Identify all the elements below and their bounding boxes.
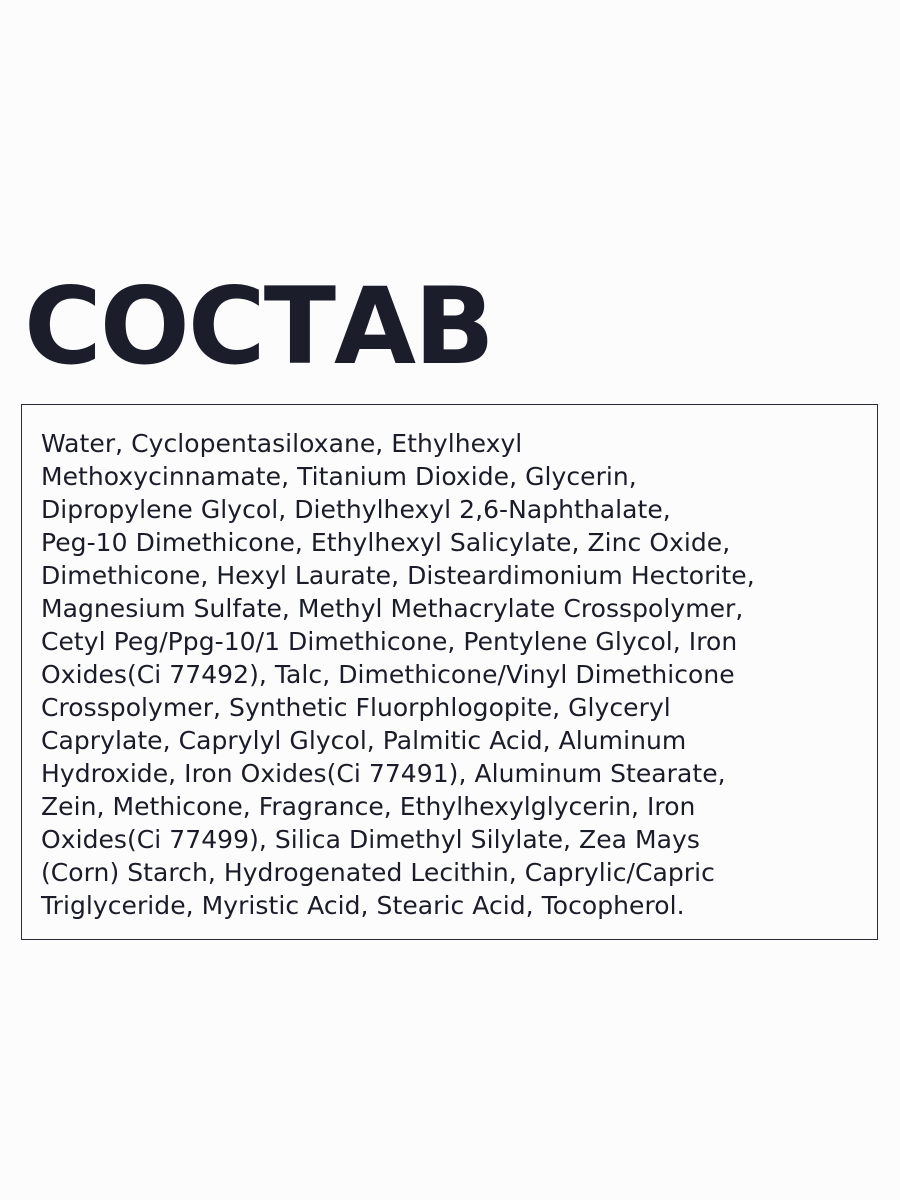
ingredients-line: Crosspolymer, Synthetic Fluorphlogopite, Glyceryl [41,693,671,722]
ingredients-line: Dimethicone, Hexyl Laurate, Disteardimonium Hectorite, [41,561,755,590]
ingredients-line: Cetyl Peg/Ppg-10/1 Dimethicone, Pentylene Glycol, Iron [41,627,738,656]
ingredients-box [21,404,878,940]
ingredients-line: Hydroxide, Iron Oxides(Ci 77491), Aluminum Stearate, [41,759,726,788]
ingredients-line: Oxides(Ci 77492), Talc, Dimethicone/Vinyl Dimethicone [41,660,735,689]
ingredients-line: Water, Cyclopentasiloxane, Ethylhexyl [41,429,523,458]
ingredients-line: (Corn) Starch, Hydrogenated Lecithin, Caprylic/Capric [41,858,715,887]
ingredients-text [41,427,867,922]
ingredients-line: Methoxycinnamate, Titanium Dioxide, Glycerin, [41,462,637,491]
ingredients-line: Oxides(Ci 77499), Silica Dimethyl Silylate, Zea Mays [41,825,700,854]
ingredients-line: Triglyceride, Myristic Acid, Stearic Acid, Tocopherol. [41,891,685,920]
ingredients-line: Peg-10 Dimethicone, Ethylhexyl Salicylate, Zinc Oxide, [41,528,731,557]
ingredients-line: Caprylate, Caprylyl Glycol, Palmitic Acid, Aluminum [41,726,687,755]
page-title: СОСТАВ [24,265,493,388]
ingredients-line: Magnesium Sulfate, Methyl Methacrylate Crosspolymer, [41,594,744,623]
ingredients-line: Dipropylene Glycol, Diethylhexyl 2,6-Naphthalate, [41,495,671,524]
ingredients-line: Zein, Methicone, Fragrance, Ethylhexylglycerin, Iron [41,792,696,821]
